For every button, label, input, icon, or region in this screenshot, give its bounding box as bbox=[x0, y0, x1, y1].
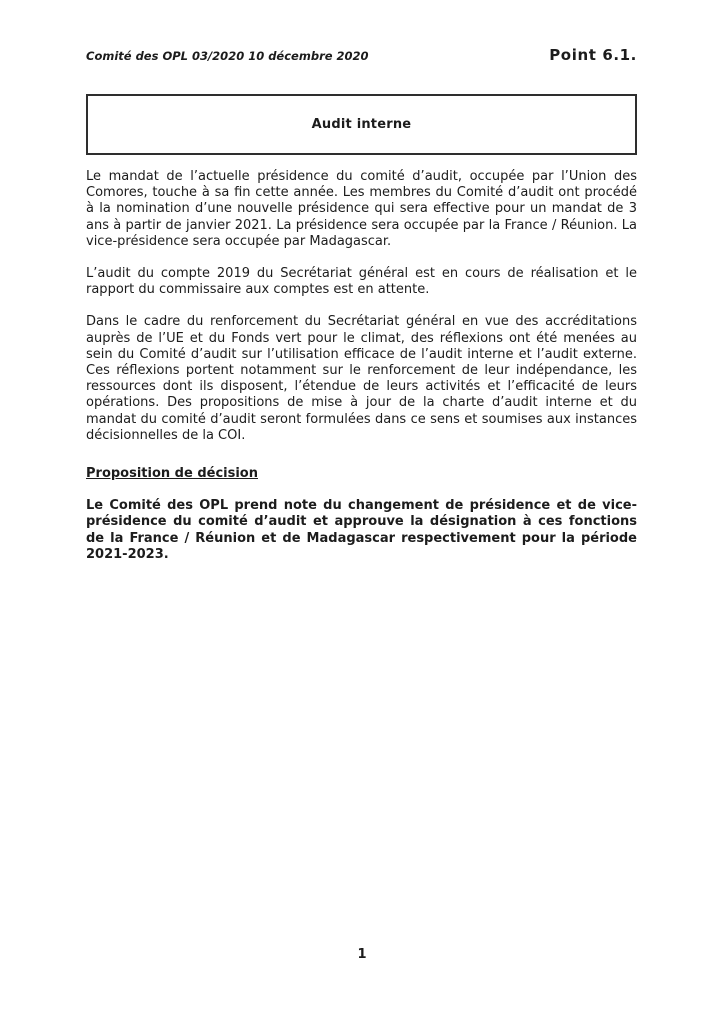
body-paragraph: L’audit du compte 2019 du Secrétariat général est en cours de réalisation et le rapport du commissaire aux comptes est en attente. bbox=[86, 266, 637, 298]
body-paragraph: Le mandat de l’actuelle présidence du comité d’audit, occupée par l’Union des Comores, touche à sa fin cette année. Les membres du Comité d’audit ont procédé à la nomination d’une nouvelle présidence qui sera effective pour un mandat de 3 ans à partir de janvier 2021. La présidence sera occupée par la France / Réunion. La vice-présidence sera occupée par Madagascar. bbox=[86, 169, 637, 249]
body-text bbox=[86, 169, 637, 563]
page-number: 1 bbox=[357, 947, 367, 962]
decision-paragraph: Le Comité des OPL prend note du changement de présidence et de vice-présidence du comité d’audit et approuve la désignation à ces fonctions de la France / Réunion et de Madagascar respectivement pour la période 2021-2023. bbox=[86, 498, 637, 562]
title-box bbox=[86, 94, 637, 155]
decision-section-heading: Proposition de décision bbox=[86, 466, 258, 482]
body-paragraph: Dans le cadre du renforcement du Secrétariat général en vue des accréditations auprès de l’UE et du Fonds vert pour le climat, des réflexions ont été menées au sein du Comité d’audit sur l’utilisation efficace de l’audit interne et l’audit externe. Ces réflexions portent notamment sur le renforcement de leur indépendance, les ressources dont ils disposent, l’étendue de leurs activités et l’efficacité de leurs opérations. Des propositions de mise à jour de la charte d’audit interne et du mandat du comité d’audit seront formulées dans ce sens et soumises aux instances décisionnelles de la COI. bbox=[86, 314, 637, 443]
header-committee-reference: Comité des OPL 03/2020 10 décembre 2020 bbox=[86, 49, 369, 63]
document-header bbox=[86, 46, 637, 64]
document-title: Audit interne bbox=[311, 117, 412, 132]
header-agenda-point: Point 6.1. bbox=[549, 46, 637, 64]
